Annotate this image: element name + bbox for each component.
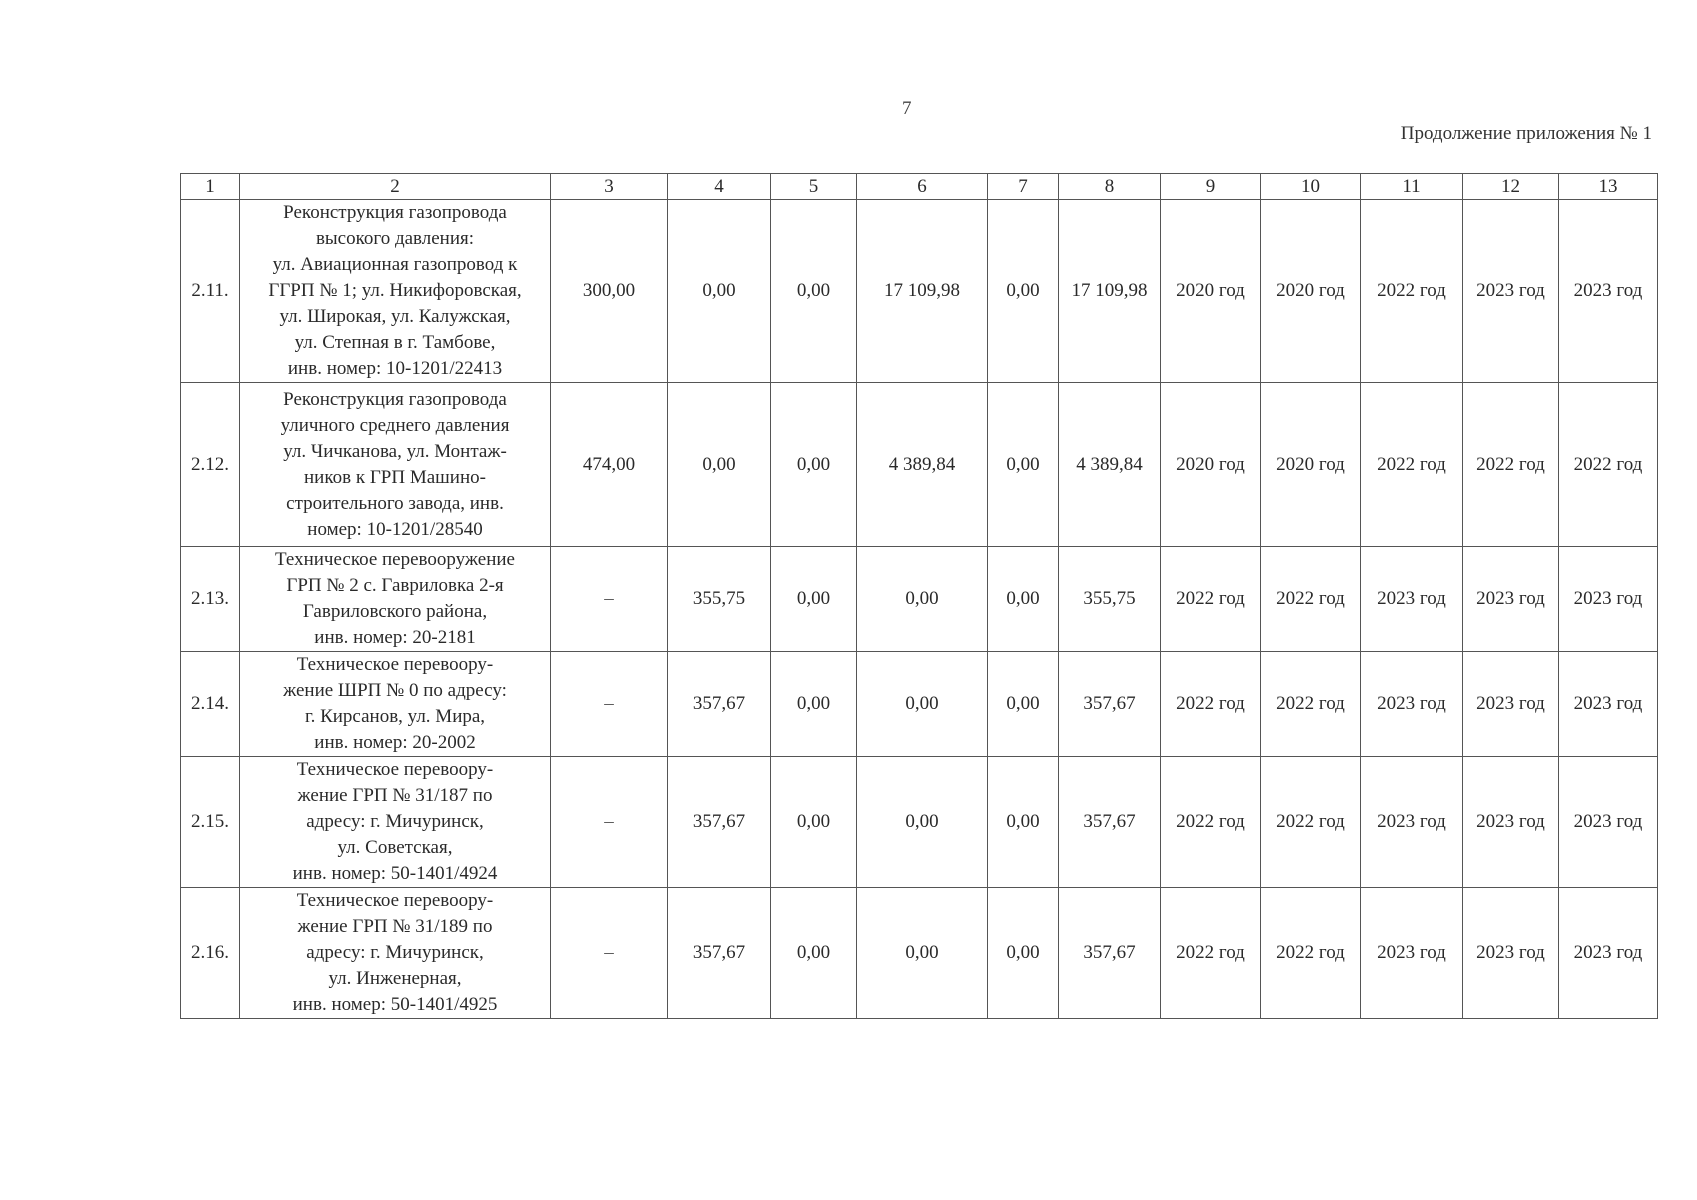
description-line: Техническое перевоору- xyxy=(296,654,494,675)
value-cell-col-12: 2022 год xyxy=(1463,383,1559,547)
column-header-9: 9 xyxy=(1161,174,1261,200)
description-line: жение ШРП № 0 по адресу: xyxy=(283,680,507,701)
value-cell-col-10: 2022 год xyxy=(1261,888,1361,1019)
value-cell-col-11: 2023 год xyxy=(1361,888,1463,1019)
description-line: строительного завода, инв. xyxy=(286,492,504,514)
value-cell-col-11: 2023 год xyxy=(1361,652,1463,757)
description-line: жение ГРП № 31/187 по xyxy=(297,785,493,806)
value-cell-col-13: 2023 год xyxy=(1559,547,1658,652)
table-body xyxy=(181,174,1658,1019)
value-cell-col-8: 17 109,98 xyxy=(1059,200,1161,383)
value-cell-col-13: 2022 год xyxy=(1559,383,1658,547)
description-line: ул. Чичканова, ул. Монтаж- xyxy=(283,440,507,462)
column-header-8: 8 xyxy=(1059,174,1161,200)
column-header-6: 6 xyxy=(857,174,988,200)
value-cell-col-9: 2022 год xyxy=(1161,652,1261,757)
description-line: инв. номер: 50-1401/4925 xyxy=(292,994,498,1015)
value-cell-col-3: – xyxy=(551,757,668,888)
description-line: номер: 10-1201/28540 xyxy=(307,518,483,540)
description-cell xyxy=(240,888,551,1019)
description-line: Техническое перевооружение xyxy=(275,549,515,570)
description-cell xyxy=(240,652,551,757)
description-line: уличного среднего давления xyxy=(280,414,510,436)
row-number-cell: 2.12. xyxy=(181,383,240,547)
description-line: Гавриловского района, xyxy=(302,601,488,622)
value-cell-col-5: 0,00 xyxy=(771,200,857,383)
description-line: жение ГРП № 31/189 по xyxy=(297,916,493,937)
value-cell-col-13: 2023 год xyxy=(1559,652,1658,757)
value-cell-col-8: 355,75 xyxy=(1059,547,1161,652)
value-cell-col-4: 357,67 xyxy=(668,757,771,888)
description-line: г. Кирсанов, ул. Мира, xyxy=(304,706,486,727)
description-cell xyxy=(240,547,551,652)
column-header-3: 3 xyxy=(551,174,668,200)
row-number-cell: 2.15. xyxy=(181,757,240,888)
value-cell-col-4: 0,00 xyxy=(668,200,771,383)
value-cell-col-10: 2020 год xyxy=(1261,383,1361,547)
value-cell-col-3: – xyxy=(551,547,668,652)
value-cell-col-9: 2020 год xyxy=(1161,200,1261,383)
value-cell-col-3: – xyxy=(551,652,668,757)
value-cell-col-13: 2023 год xyxy=(1559,888,1658,1019)
description-line: ул. Степная в г. Тамбове, xyxy=(294,332,496,353)
value-cell-col-9: 2020 год xyxy=(1161,383,1261,547)
page-number: 7 xyxy=(902,98,912,119)
value-cell-col-5: 0,00 xyxy=(771,547,857,652)
description-cell xyxy=(240,757,551,888)
value-cell-col-7: 0,00 xyxy=(988,888,1059,1019)
value-cell-col-4: 355,75 xyxy=(668,547,771,652)
description-line: Реконструкция газопровода xyxy=(283,202,507,223)
column-header-2: 2 xyxy=(240,174,551,200)
value-cell-col-6: 0,00 xyxy=(857,888,988,1019)
description-line: ников к ГРП Машино- xyxy=(304,466,486,488)
description-line: инв. номер: 10-1201/22413 xyxy=(287,358,503,379)
value-cell-col-5: 0,00 xyxy=(771,652,857,757)
value-cell-col-8: 4 389,84 xyxy=(1059,383,1161,547)
description-line: ГРП № 2 с. Гавриловка 2-я xyxy=(286,575,504,596)
value-cell-col-7: 0,00 xyxy=(988,652,1059,757)
value-cell-col-6: 4 389,84 xyxy=(857,383,988,547)
value-cell-col-8: 357,67 xyxy=(1059,888,1161,1019)
appendix-continuation-note: Продолжение приложения № 1 xyxy=(1400,123,1652,144)
column-header-5: 5 xyxy=(771,174,857,200)
value-cell-col-3: 474,00 xyxy=(551,383,668,547)
column-header-10: 10 xyxy=(1261,174,1361,200)
value-cell-col-7: 0,00 xyxy=(988,383,1059,547)
value-cell-col-8: 357,67 xyxy=(1059,652,1161,757)
description-line: ул. Инженерная, xyxy=(328,968,462,989)
description-line: ул. Советская, xyxy=(337,837,453,858)
value-cell-col-13: 2023 год xyxy=(1559,757,1658,888)
table-row xyxy=(181,757,1658,888)
value-cell-col-4: 0,00 xyxy=(668,383,771,547)
value-cell-col-11: 2023 год xyxy=(1361,757,1463,888)
value-cell-col-9: 2022 год xyxy=(1161,757,1261,888)
appendix-table xyxy=(180,173,1658,1019)
column-header-7: 7 xyxy=(988,174,1059,200)
value-cell-col-3: – xyxy=(551,888,668,1019)
value-cell-col-7: 0,00 xyxy=(988,547,1059,652)
description-line: ГГРП № 1; ул. Никифоровская, xyxy=(268,280,522,301)
value-cell-col-12: 2023 год xyxy=(1463,652,1559,757)
description-line: ул. Широкая, ул. Калужская, xyxy=(279,306,511,327)
value-cell-col-6: 0,00 xyxy=(857,547,988,652)
table-row xyxy=(181,547,1658,652)
column-header-12: 12 xyxy=(1463,174,1559,200)
table-header-row xyxy=(181,174,1658,200)
description-line: адресу: г. Мичуринск, xyxy=(306,811,484,832)
value-cell-col-5: 0,00 xyxy=(771,383,857,547)
value-cell-col-9: 2022 год xyxy=(1161,547,1261,652)
value-cell-col-12: 2023 год xyxy=(1463,757,1559,888)
description-line: Техническое перевоору- xyxy=(296,759,494,780)
description-cell xyxy=(240,200,551,383)
value-cell-col-4: 357,67 xyxy=(668,652,771,757)
description-line: Реконструкция газопровода xyxy=(283,388,507,410)
value-cell-col-10: 2022 год xyxy=(1261,757,1361,888)
row-number-cell: 2.11. xyxy=(181,200,240,383)
value-cell-col-6: 0,00 xyxy=(857,652,988,757)
column-header-4: 4 xyxy=(668,174,771,200)
value-cell-col-5: 0,00 xyxy=(771,888,857,1019)
table-row xyxy=(181,200,1658,383)
column-header-11: 11 xyxy=(1361,174,1463,200)
value-cell-col-8: 357,67 xyxy=(1059,757,1161,888)
value-cell-col-9: 2022 год xyxy=(1161,888,1261,1019)
value-cell-col-7: 0,00 xyxy=(988,757,1059,888)
value-cell-col-4: 357,67 xyxy=(668,888,771,1019)
description-line: инв. номер: 20-2002 xyxy=(314,732,476,753)
description-line: адресу: г. Мичуринск, xyxy=(306,942,484,963)
description-cell xyxy=(240,383,551,547)
value-cell-col-5: 0,00 xyxy=(771,757,857,888)
value-cell-col-10: 2022 год xyxy=(1261,547,1361,652)
description-line: инв. номер: 20-2181 xyxy=(314,627,476,648)
table-row xyxy=(181,652,1658,757)
table-row xyxy=(181,888,1658,1019)
description-line: высокого давления: xyxy=(315,228,475,249)
description-line: инв. номер: 50-1401/4924 xyxy=(292,863,498,884)
description-line: ул. Авиационная газопровод к xyxy=(272,254,518,275)
value-cell-col-11: 2022 год xyxy=(1361,200,1463,383)
value-cell-col-10: 2022 год xyxy=(1261,652,1361,757)
value-cell-col-10: 2020 год xyxy=(1261,200,1361,383)
value-cell-col-12: 2023 год xyxy=(1463,200,1559,383)
value-cell-col-11: 2022 год xyxy=(1361,383,1463,547)
value-cell-col-6: 0,00 xyxy=(857,757,988,888)
value-cell-col-6: 17 109,98 xyxy=(857,200,988,383)
value-cell-col-7: 0,00 xyxy=(988,200,1059,383)
value-cell-col-12: 2023 год xyxy=(1463,888,1559,1019)
row-number-cell: 2.13. xyxy=(181,547,240,652)
row-number-cell: 2.16. xyxy=(181,888,240,1019)
value-cell-col-11: 2023 год xyxy=(1361,547,1463,652)
column-header-13: 13 xyxy=(1559,174,1658,200)
table-row xyxy=(181,383,1658,547)
value-cell-col-12: 2023 год xyxy=(1463,547,1559,652)
row-number-cell: 2.14. xyxy=(181,652,240,757)
value-cell-col-3: 300,00 xyxy=(551,200,668,383)
description-line: Техническое перевоору- xyxy=(296,890,494,911)
column-header-1: 1 xyxy=(181,174,240,200)
value-cell-col-13: 2023 год xyxy=(1559,200,1658,383)
